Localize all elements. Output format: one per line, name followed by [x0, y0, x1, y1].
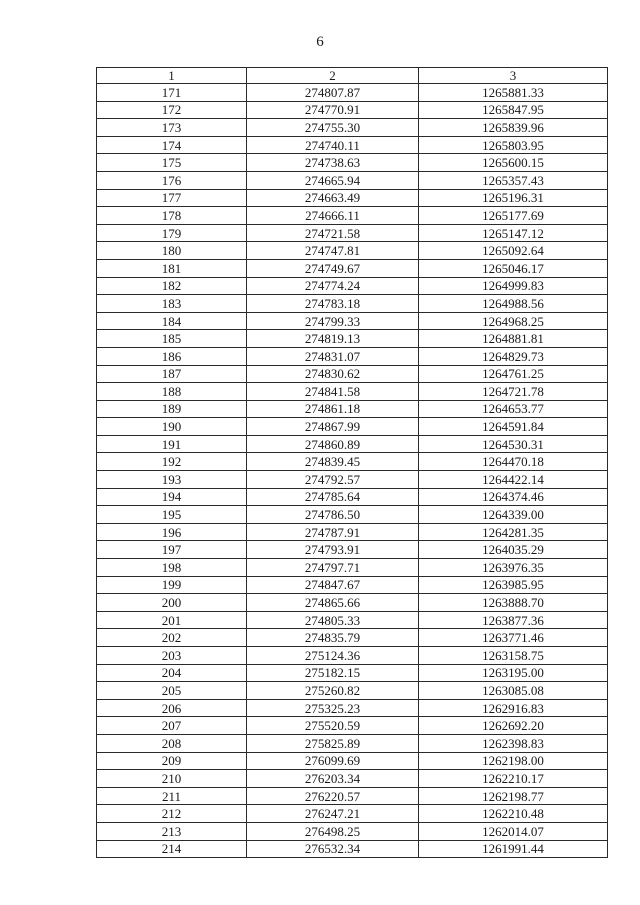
y-coordinate-cell: 1265847.95: [419, 101, 608, 119]
point-number-cell: 210: [97, 770, 247, 788]
x-coordinate-cell: 274819.13: [247, 330, 419, 348]
table-row: [97, 647, 608, 665]
table-row: [97, 242, 608, 260]
table-row: [97, 207, 608, 225]
x-coordinate-cell: 274774.24: [247, 277, 419, 295]
table-row: [97, 347, 608, 365]
x-coordinate-cell: 274847.67: [247, 576, 419, 594]
y-coordinate-cell: 1262916.83: [419, 699, 608, 717]
x-coordinate-cell: 275124.36: [247, 647, 419, 665]
point-number-cell: 193: [97, 471, 247, 489]
point-number-cell: 184: [97, 312, 247, 330]
point-number-cell: 199: [97, 576, 247, 594]
point-number-cell: 214: [97, 840, 247, 858]
point-number-cell: 189: [97, 400, 247, 418]
column-header-3: 3: [419, 68, 608, 84]
point-number-cell: 206: [97, 699, 247, 717]
point-number-cell: 213: [97, 822, 247, 840]
x-coordinate-cell: 274663.49: [247, 189, 419, 207]
point-number-cell: 174: [97, 136, 247, 154]
y-coordinate-cell: 1264999.83: [419, 277, 608, 295]
x-coordinate-cell: 274835.79: [247, 629, 419, 647]
point-number-cell: 176: [97, 171, 247, 189]
x-coordinate-cell: 276099.69: [247, 752, 419, 770]
table-row: [97, 259, 608, 277]
table-row: [97, 594, 608, 612]
x-coordinate-cell: 274797.71: [247, 559, 419, 577]
table-row: [97, 699, 608, 717]
point-number-cell: 179: [97, 224, 247, 242]
point-number-cell: 204: [97, 664, 247, 682]
table-row: [97, 330, 608, 348]
x-coordinate-cell: 275325.23: [247, 699, 419, 717]
y-coordinate-cell: 1265803.95: [419, 136, 608, 154]
point-number-cell: 203: [97, 647, 247, 665]
y-coordinate-cell: 1264968.25: [419, 312, 608, 330]
y-coordinate-cell: 1263158.75: [419, 647, 608, 665]
y-coordinate-cell: 1262210.48: [419, 805, 608, 823]
table-row: [97, 541, 608, 559]
x-coordinate-cell: 275182.15: [247, 664, 419, 682]
y-coordinate-cell: 1265092.64: [419, 242, 608, 260]
point-number-cell: 198: [97, 559, 247, 577]
x-coordinate-cell: 276247.21: [247, 805, 419, 823]
x-coordinate-cell: 274787.91: [247, 523, 419, 541]
table-row: [97, 770, 608, 788]
x-coordinate-cell: 274665.94: [247, 171, 419, 189]
x-coordinate-cell: 274807.87: [247, 84, 419, 102]
table-body: [97, 84, 608, 858]
table-row: [97, 523, 608, 541]
y-coordinate-cell: 1265147.12: [419, 224, 608, 242]
x-coordinate-cell: 274805.33: [247, 611, 419, 629]
table-row: [97, 734, 608, 752]
y-coordinate-cell: 1265196.31: [419, 189, 608, 207]
y-coordinate-cell: 1263976.35: [419, 559, 608, 577]
point-number-cell: 177: [97, 189, 247, 207]
point-number-cell: 181: [97, 259, 247, 277]
table-row: [97, 787, 608, 805]
x-coordinate-cell: 276532.34: [247, 840, 419, 858]
y-coordinate-cell: 1261991.44: [419, 840, 608, 858]
point-number-cell: 185: [97, 330, 247, 348]
y-coordinate-cell: 1265600.15: [419, 154, 608, 172]
table-row: [97, 435, 608, 453]
x-coordinate-cell: 274865.66: [247, 594, 419, 612]
table-row: [97, 488, 608, 506]
point-number-cell: 190: [97, 418, 247, 436]
x-coordinate-cell: 274841.58: [247, 383, 419, 401]
y-coordinate-cell: 1263085.08: [419, 682, 608, 700]
point-number-cell: 212: [97, 805, 247, 823]
point-number-cell: 172: [97, 101, 247, 119]
x-coordinate-cell: 275825.89: [247, 734, 419, 752]
table-row: [97, 576, 608, 594]
y-coordinate-cell: 1264470.18: [419, 453, 608, 471]
table-row: [97, 682, 608, 700]
table-row: [97, 822, 608, 840]
table-row: [97, 664, 608, 682]
y-coordinate-cell: 1262198.00: [419, 752, 608, 770]
column-header-2: 2: [247, 68, 419, 84]
point-number-cell: 209: [97, 752, 247, 770]
y-coordinate-cell: 1262398.83: [419, 734, 608, 752]
x-coordinate-cell: 274867.99: [247, 418, 419, 436]
y-coordinate-cell: 1265046.17: [419, 259, 608, 277]
y-coordinate-cell: 1264829.73: [419, 347, 608, 365]
point-number-cell: 201: [97, 611, 247, 629]
x-coordinate-cell: 274755.30: [247, 119, 419, 137]
table-row: [97, 101, 608, 119]
x-coordinate-cell: 274792.57: [247, 471, 419, 489]
x-coordinate-cell: 274830.62: [247, 365, 419, 383]
header-row: [97, 68, 608, 84]
point-number-cell: 191: [97, 435, 247, 453]
table-row: [97, 400, 608, 418]
point-number-cell: 186: [97, 347, 247, 365]
point-number-cell: 202: [97, 629, 247, 647]
point-number-cell: 182: [97, 277, 247, 295]
table-row: [97, 136, 608, 154]
point-number-cell: 195: [97, 506, 247, 524]
table-row: [97, 453, 608, 471]
y-coordinate-cell: 1262014.07: [419, 822, 608, 840]
table-row: [97, 154, 608, 172]
y-coordinate-cell: 1264988.56: [419, 295, 608, 313]
point-number-cell: 188: [97, 383, 247, 401]
table-row: [97, 611, 608, 629]
y-coordinate-cell: 1262210.17: [419, 770, 608, 788]
y-coordinate-cell: 1265357.43: [419, 171, 608, 189]
x-coordinate-cell: 274770.91: [247, 101, 419, 119]
y-coordinate-cell: 1265881.33: [419, 84, 608, 102]
x-coordinate-cell: 274666.11: [247, 207, 419, 225]
x-coordinate-cell: 274861.18: [247, 400, 419, 418]
y-coordinate-cell: 1263195.00: [419, 664, 608, 682]
point-number-cell: 197: [97, 541, 247, 559]
y-coordinate-cell: 1264035.29: [419, 541, 608, 559]
table-row: [97, 312, 608, 330]
x-coordinate-cell: 274831.07: [247, 347, 419, 365]
y-coordinate-cell: 1263888.70: [419, 594, 608, 612]
table-row: [97, 559, 608, 577]
point-number-cell: 180: [97, 242, 247, 260]
table-row: [97, 119, 608, 137]
x-coordinate-cell: 274783.18: [247, 295, 419, 313]
coordinates-table: [96, 67, 608, 858]
x-coordinate-cell: 274747.81: [247, 242, 419, 260]
table-row: [97, 840, 608, 858]
y-coordinate-cell: 1264653.77: [419, 400, 608, 418]
table-row: [97, 383, 608, 401]
y-coordinate-cell: 1262198.77: [419, 787, 608, 805]
table-row: [97, 471, 608, 489]
point-number-cell: 211: [97, 787, 247, 805]
x-coordinate-cell: 276203.34: [247, 770, 419, 788]
y-coordinate-cell: 1264281.35: [419, 523, 608, 541]
y-coordinate-cell: 1265839.96: [419, 119, 608, 137]
point-number-cell: 192: [97, 453, 247, 471]
table-row: [97, 189, 608, 207]
x-coordinate-cell: 276220.57: [247, 787, 419, 805]
point-number-cell: 196: [97, 523, 247, 541]
y-coordinate-cell: 1262692.20: [419, 717, 608, 735]
x-coordinate-cell: 274721.58: [247, 224, 419, 242]
point-number-cell: 200: [97, 594, 247, 612]
y-coordinate-cell: 1263877.36: [419, 611, 608, 629]
y-coordinate-cell: 1264761.25: [419, 365, 608, 383]
x-coordinate-cell: 274786.50: [247, 506, 419, 524]
y-coordinate-cell: 1264530.31: [419, 435, 608, 453]
point-number-cell: 208: [97, 734, 247, 752]
page-number: 6: [316, 34, 324, 50]
table-header: [97, 68, 608, 84]
table-row: [97, 365, 608, 383]
table-row: [97, 629, 608, 647]
point-number-cell: 187: [97, 365, 247, 383]
point-number-cell: 194: [97, 488, 247, 506]
x-coordinate-cell: 274799.33: [247, 312, 419, 330]
x-coordinate-cell: 274785.64: [247, 488, 419, 506]
table-row: [97, 171, 608, 189]
point-number-cell: 175: [97, 154, 247, 172]
table-row: [97, 506, 608, 524]
y-coordinate-cell: 1264591.84: [419, 418, 608, 436]
table-row: [97, 277, 608, 295]
x-coordinate-cell: 274793.91: [247, 541, 419, 559]
y-coordinate-cell: 1264422.14: [419, 471, 608, 489]
table-row: [97, 84, 608, 102]
table-row: [97, 295, 608, 313]
column-header-1: 1: [97, 68, 247, 84]
point-number-cell: 183: [97, 295, 247, 313]
point-number-cell: 205: [97, 682, 247, 700]
y-coordinate-cell: 1263771.46: [419, 629, 608, 647]
y-coordinate-cell: 1264374.46: [419, 488, 608, 506]
x-coordinate-cell: 274740.11: [247, 136, 419, 154]
table-row: [97, 418, 608, 436]
table-row: [97, 224, 608, 242]
point-number-cell: 207: [97, 717, 247, 735]
table-row: [97, 717, 608, 735]
y-coordinate-cell: 1263985.95: [419, 576, 608, 594]
table-row: [97, 752, 608, 770]
x-coordinate-cell: 274860.89: [247, 435, 419, 453]
y-coordinate-cell: 1265177.69: [419, 207, 608, 225]
y-coordinate-cell: 1264339.00: [419, 506, 608, 524]
x-coordinate-cell: 274839.45: [247, 453, 419, 471]
x-coordinate-cell: 275520.59: [247, 717, 419, 735]
y-coordinate-cell: 1264721.78: [419, 383, 608, 401]
point-number-cell: 178: [97, 207, 247, 225]
point-number-cell: 171: [97, 84, 247, 102]
x-coordinate-cell: 274749.67: [247, 259, 419, 277]
x-coordinate-cell: 276498.25: [247, 822, 419, 840]
x-coordinate-cell: 275260.82: [247, 682, 419, 700]
point-number-cell: 173: [97, 119, 247, 137]
y-coordinate-cell: 1264881.81: [419, 330, 608, 348]
x-coordinate-cell: 274738.63: [247, 154, 419, 172]
table-row: [97, 805, 608, 823]
